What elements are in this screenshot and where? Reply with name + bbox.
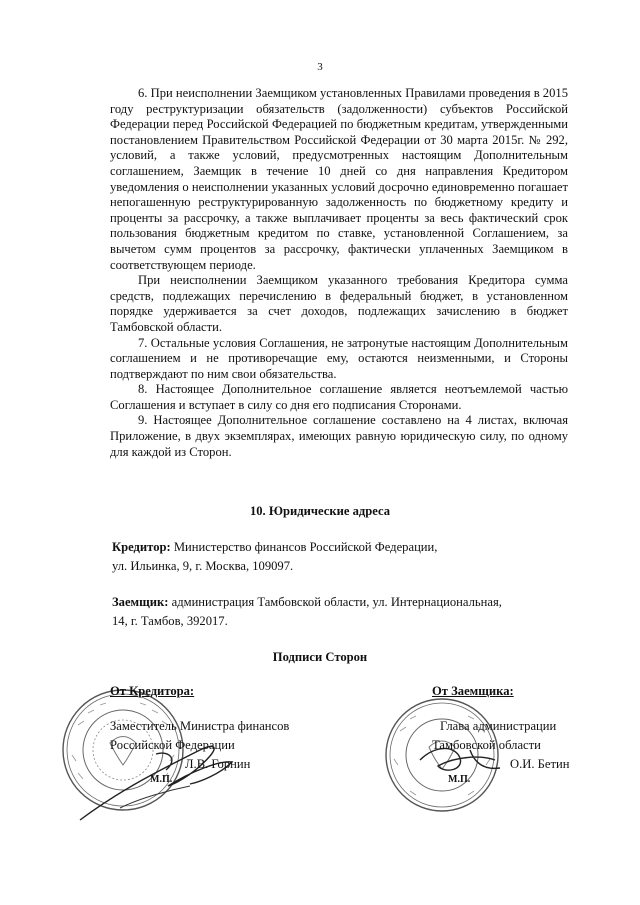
document-body <box>110 86 568 460</box>
borrower-signature-heading: От Заемщика: <box>432 684 514 698</box>
borrower-signatory-position: Глава администрации <box>440 719 557 733</box>
creditor-name: Министерство финансов Российской Федерации, <box>170 540 438 554</box>
borrower-signatory-position-2: Тамбовской области <box>432 738 541 752</box>
creditor-signature-block <box>110 682 350 789</box>
creditor-address <box>112 538 582 576</box>
creditor-signature-heading: От Кредитора: <box>110 684 195 698</box>
paragraph-6-continued: При неисполнении Заемщиком указанного требования Кредитора сумма средств, подлежащих перечислению в федеральный бюджет, в установленном порядке удерживается за счет доходов, подлежащих зачислению в бюджет Тамбовской области. <box>110 273 568 334</box>
creditor-signatory-position: Заместитель Министра финансов <box>110 719 290 733</box>
creditor-signatory-name: Л.В. Горнин <box>185 757 251 771</box>
section-title-addresses: 10. Юридические адреса <box>249 504 391 518</box>
creditor-street: ул. Ильинка, 9, г. Москва, 109097. <box>112 559 294 573</box>
borrower-address <box>112 593 582 631</box>
creditor-signatory-position-2: Российской Федерации <box>110 738 235 752</box>
borrower-label: Заемщик: <box>112 595 169 609</box>
paragraph-8: 8. Настоящее Дополнительное соглашение является неотъемлемой частью Соглашения и вступает в силу со дня его подписания Сторонами. <box>110 382 568 412</box>
borrower-name: администрация Тамбовской области, ул. Интернациональная, <box>168 595 502 609</box>
page-number: 3 <box>317 61 323 73</box>
paragraph-7: 7. Остальные условия Соглашения, не затронутые настоящим Дополнительным соглашением и не противоречащие ему, остаются неизменными, и Стороны подтверждают по ним свои обязательства. <box>110 335 568 381</box>
signatures-title: Подписи Сторон <box>272 650 368 664</box>
paragraph-6: 6. При неисполнении Заемщиком установленных Правилами проведения в 2015 году реструктуризации обязательств (задолженности) субъектов Российской Федерации перед Российской Федерацией по бюджетным кредитам, утвержденными постановлением Правительством Российской Федерации от 30 марта 2015г. № 292, условий, а также условий, предусмотренных настоящим Дополнительным соглашением, Заемщик в течение 10 дней со дня направления Кредитором уведомления о неисполнении указанных условий досрочно единовременно погашает непогашенную реструктурированную задолженность по бюджетному кредиту и проценты за рассрочку, а также выплачивает проценты за весь фактический срок пользования бюджетным кредитом по ставке, установленной Соглашением, за вычетом сумм процентов за рассрочку, фактически уплаченных Заемщиком в соответствующем периоде. <box>110 86 568 272</box>
paragraph-9: 9. Настоящее Дополнительное соглашение составлено на 4 листах, включая Приложение, в двух экземплярах, имеющих равную юридическую силу, по одному для каждой из Сторон. <box>110 413 568 459</box>
borrower-signatory-name: О.И. Бетин <box>510 757 570 771</box>
borrower-seal-mark: М.П. <box>448 774 471 785</box>
borrower-street: 14, г. Тамбов, 392017. <box>112 614 228 628</box>
creditor-label: Кредитор: <box>112 540 171 554</box>
borrower-signature-block <box>400 682 620 789</box>
creditor-seal-mark: М.П. <box>150 774 173 785</box>
